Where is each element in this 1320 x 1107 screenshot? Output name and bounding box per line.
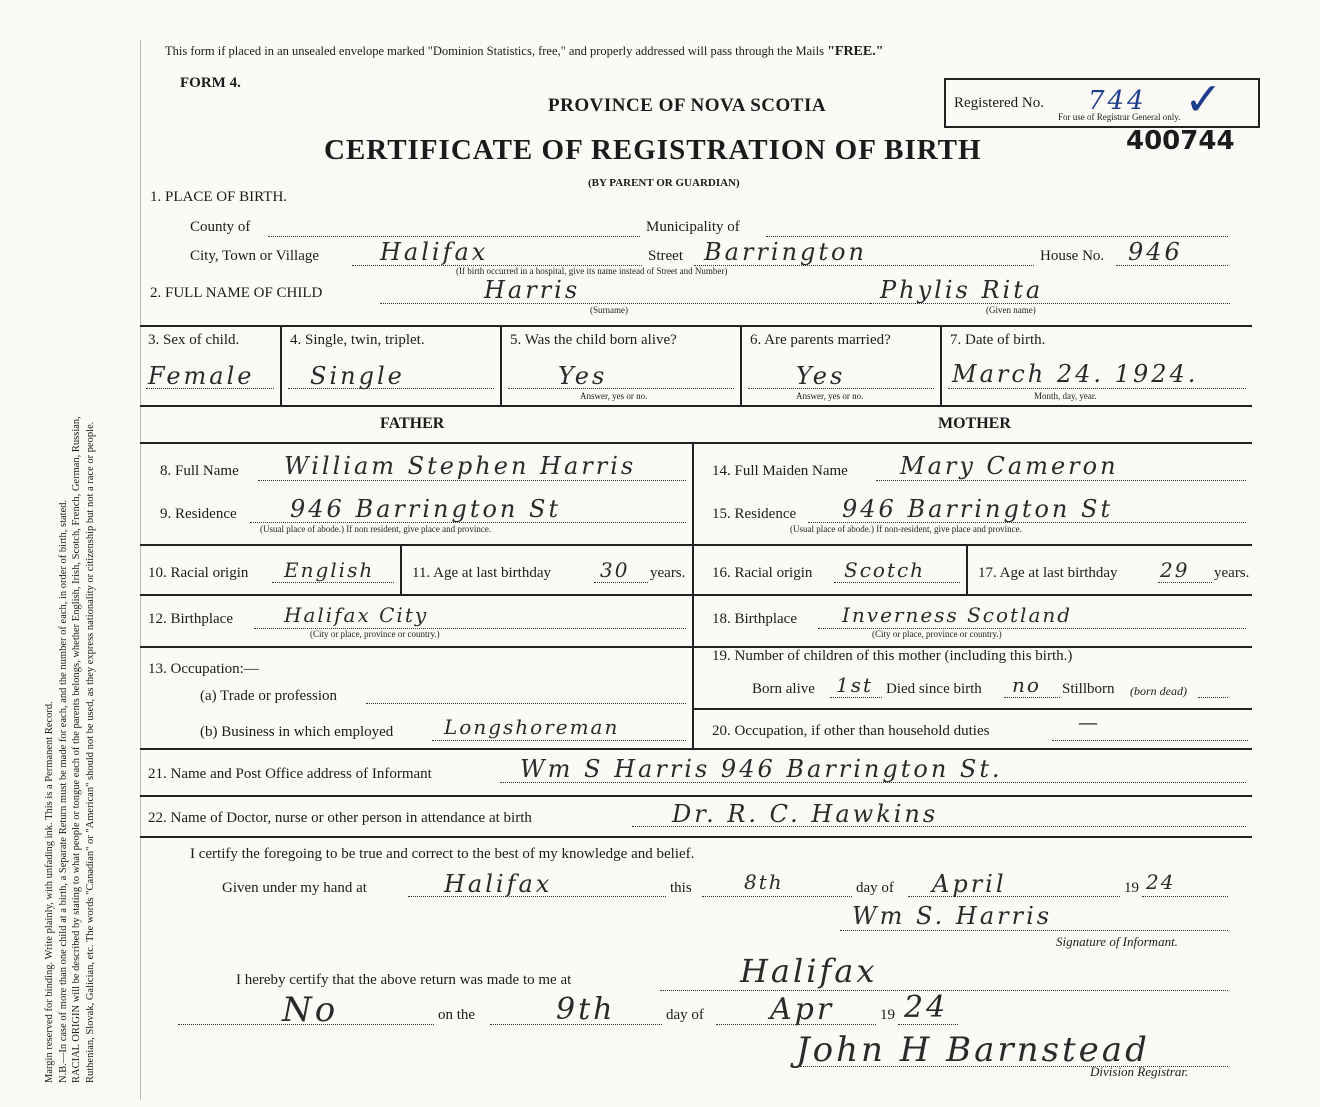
certify-day-of-label: day of xyxy=(856,880,894,896)
divider-col-1 xyxy=(280,325,282,405)
city-label: City, Town or Village xyxy=(190,248,320,264)
certify-year-line xyxy=(1142,896,1228,897)
divider-father-racial xyxy=(400,544,402,594)
children-label: 19. Number of children of this mother (including this birth.) xyxy=(712,648,1073,664)
house-line xyxy=(1116,265,1228,266)
margin-line-2: N.B.—In case of more than one child at a birth, a Separate Return must be made for each, and the number of each, in order of birth, stated. xyxy=(57,499,69,1083)
sex-value: Female xyxy=(148,362,255,390)
alive-caption: Answer, yes or no. xyxy=(580,391,648,401)
father-racial-line xyxy=(272,582,394,583)
divider-doctor-bottom xyxy=(140,836,1252,838)
divider-parents-top xyxy=(140,442,1252,444)
informant-line xyxy=(500,782,1246,783)
street-label: Street xyxy=(648,248,683,264)
county-line xyxy=(268,236,640,237)
divider-mother-racial xyxy=(966,544,968,594)
dob-line xyxy=(948,388,1246,389)
father-birthplace-value: Halifax City xyxy=(284,603,429,627)
child-surname-line xyxy=(380,303,870,304)
alive-value: Yes xyxy=(558,362,608,390)
business-label: (b) Business in which employed xyxy=(200,724,394,740)
alive-line xyxy=(508,388,734,389)
informant-label: 21. Name and Post Office address of Informant xyxy=(148,766,432,782)
registrar-place-value: Halifax xyxy=(740,952,878,990)
father-name-label: 8. Full Name xyxy=(160,463,239,479)
born-alive-label: Born alive xyxy=(752,681,815,697)
father-name-value: William Stephen Harris xyxy=(284,452,637,480)
child-given-line xyxy=(870,303,1230,304)
father-residence-label: 9. Residence xyxy=(160,506,237,522)
informant-signature-caption: Signature of Informant. xyxy=(1056,934,1178,949)
divider-col-4 xyxy=(940,325,942,405)
divider-mother-2 xyxy=(692,594,1252,596)
mother-name-line xyxy=(876,480,1246,481)
informant-value: Wm S Harris 946 Barrington St. xyxy=(520,755,1003,783)
father-racial-value: English xyxy=(284,558,375,582)
registrar-day-of-label: day of xyxy=(666,1007,704,1023)
mother-age-years: years. xyxy=(1214,565,1250,581)
business-line xyxy=(432,740,686,741)
certify-month-value: April xyxy=(932,870,1007,898)
occupation-label: 13. Occupation:— xyxy=(148,661,259,677)
divider-details-top xyxy=(140,325,1252,327)
married-label: 6. Are parents married? xyxy=(750,332,891,348)
registrar-caption: Division Registrar. xyxy=(1090,1064,1189,1079)
trade-line xyxy=(366,703,686,704)
given-place-value: Halifax xyxy=(444,870,553,898)
stamp-number: 400744 xyxy=(1126,126,1235,156)
sex-label: 3. Sex of child. xyxy=(148,332,240,348)
mother-racial-label: 16. Racial origin xyxy=(712,565,813,581)
street-value: Barrington xyxy=(704,238,867,266)
doctor-line xyxy=(632,826,1246,827)
father-residence-caption: (Usual place of abode.) If non resident, give place and province. xyxy=(260,524,492,534)
mother-residence-label: 15. Residence xyxy=(712,506,797,522)
stillborn-caption: (born dead) xyxy=(1130,684,1187,698)
place-heading: 1. PLACE OF BIRTH. xyxy=(150,189,288,205)
postal-notice xyxy=(165,44,884,60)
mother-age-line xyxy=(1158,582,1212,583)
father-age-years: years. xyxy=(650,565,686,581)
certificate-title: CERTIFICATE OF REGISTRATION OF BIRTH xyxy=(324,134,982,166)
father-age-line xyxy=(594,582,648,583)
child-given-name: Phylis Rita xyxy=(880,276,1044,304)
divider-col-2 xyxy=(500,325,502,405)
on-the-label: on the xyxy=(438,1007,476,1023)
this-label: this xyxy=(670,880,692,896)
business-value: Longshoreman xyxy=(444,715,620,739)
registrar-year-prefix: 19 xyxy=(880,1007,895,1023)
registrar-number-value: No xyxy=(282,990,339,1030)
mother-residence-line xyxy=(808,522,1246,523)
divider-mother-4 xyxy=(692,708,1252,710)
sex-line xyxy=(146,388,274,389)
mother-occupation-label: 20. Occupation, if other than household duties xyxy=(712,723,990,739)
house-label: House No. xyxy=(1040,248,1105,264)
alive-label: 5. Was the child born alive? xyxy=(510,332,677,348)
dob-value: March 24. 1924. xyxy=(952,360,1199,388)
street-line xyxy=(694,265,1034,266)
divider-informant-top xyxy=(140,748,1252,750)
divider-father-3 xyxy=(140,646,692,648)
father-racial-label: 10. Racial origin xyxy=(148,565,249,581)
registrar-year-line xyxy=(898,1024,958,1025)
mother-occupation-line xyxy=(1052,740,1248,741)
dob-label: 7. Date of birth. xyxy=(950,332,1046,348)
registered-label: Registered No. xyxy=(954,95,1044,111)
divider-details-bottom xyxy=(140,405,1252,407)
house-value: 946 xyxy=(1128,238,1183,266)
divider-father-2 xyxy=(140,594,692,596)
postal-notice-text: This form if placed in an unsealed envelope marked "Dominion Statistics, free," and properly addressed will pass through the Mails xyxy=(165,44,828,58)
father-age-label: 11. Age at last birthday xyxy=(412,565,551,581)
mother-age-value: 29 xyxy=(1160,558,1190,582)
municipality-line xyxy=(766,236,1228,237)
registrar-year-value: 24 xyxy=(904,990,949,1025)
father-name-line xyxy=(258,480,686,481)
mother-residence-value: 946 Barrington St xyxy=(842,495,1114,523)
born-alive-value: 1st xyxy=(836,673,874,697)
married-caption: Answer, yes or no. xyxy=(796,391,864,401)
divider-col-3 xyxy=(740,325,742,405)
registrar-note: For use of Registrar General only. xyxy=(1058,112,1181,122)
certify-statement: I certify the foregoing to be true and correct to the best of my knowledge and belief. xyxy=(190,846,695,862)
stillborn-line xyxy=(1198,697,1228,698)
county-label: County of xyxy=(190,219,251,235)
mother-name-value: Mary Cameron xyxy=(900,452,1119,480)
mother-age-label: 17. Age at last birthday xyxy=(978,565,1118,581)
surname-caption: (Surname) xyxy=(590,305,628,315)
father-birthplace-label: 12. Birthplace xyxy=(148,611,233,627)
mother-birthplace-caption: (City or place, province or country.) xyxy=(872,629,1002,639)
dob-caption: Month, day, year. xyxy=(1034,391,1097,401)
born-alive-line xyxy=(830,697,882,698)
mother-birthplace-label: 18. Birthplace xyxy=(712,611,797,627)
informant-signature: Wm S. Harris xyxy=(852,902,1053,930)
child-name-label: 2. FULL NAME OF CHILD xyxy=(150,285,323,301)
margin-rule xyxy=(140,40,141,1100)
died-line xyxy=(1004,697,1060,698)
registrar-month-line xyxy=(716,1024,876,1025)
margin-instructions xyxy=(43,23,97,1083)
form-number: FORM 4. xyxy=(180,75,241,91)
certify-day-line xyxy=(702,896,852,897)
father-residence-line xyxy=(250,522,686,523)
doctor-value: Dr. R. C. Hawkins xyxy=(672,800,939,828)
given-place-line xyxy=(408,896,666,897)
certify-year-prefix: 19 xyxy=(1124,880,1139,896)
margin-line-4: Ruthenian, Slovak, Galician, etc. The words "Canadian" or "American" should not be used, as they express nationality or citizenship but not a race or people. xyxy=(84,421,96,1083)
certify-year-value: 24 xyxy=(1146,870,1176,894)
father-age-value: 30 xyxy=(600,558,630,582)
binding-margin xyxy=(0,0,140,1107)
certify-month-line xyxy=(908,896,1120,897)
registrar-signature: John H Barnstead xyxy=(796,1030,1150,1070)
certify-day-value: 8th xyxy=(744,870,784,894)
child-surname: Harris xyxy=(484,276,581,304)
hospital-note: (If birth occurred in a hospital, give its name instead of Street and Number) xyxy=(456,266,728,276)
province-title: PROVINCE OF NOVA SCOTIA xyxy=(548,95,827,116)
given-caption: (Given name) xyxy=(986,305,1036,315)
margin-line-1: Margin reserved for binding. Write plainly, with unfading ink. This is a Permanent Record. xyxy=(44,701,55,1083)
divider-doctor-top xyxy=(140,795,1252,797)
married-value: Yes xyxy=(796,362,846,390)
given-under-label: Given under my hand at xyxy=(222,880,367,896)
registrar-statement: I hereby certify that the above return was made to me at xyxy=(236,972,572,988)
doctor-label: 22. Name of Doctor, nurse or other person in attendance at birth xyxy=(148,810,532,826)
municipality-label: Municipality of xyxy=(646,219,740,235)
died-value: no xyxy=(1012,673,1041,697)
father-residence-value: 946 Barrington St xyxy=(290,495,562,523)
mother-residence-caption: (Usual place of abode.) If non-resident, give place and province. xyxy=(790,524,1022,534)
registrar-number-line xyxy=(178,1024,434,1025)
father-heading: FATHER xyxy=(380,415,445,432)
certificate-subtitle: (BY PARENT OR GUARDIAN) xyxy=(588,177,740,189)
trade-label: (a) Trade or profession xyxy=(200,688,338,704)
margin-line-3: RACIAL ORIGIN will be described by stating to what people or tongue each of the parents belongs, whether English, Irish, Scotch, French, German, Russian, xyxy=(71,416,82,1083)
divider-mother-1 xyxy=(692,544,1252,546)
single-value: Single xyxy=(310,362,405,390)
single-line xyxy=(288,388,494,389)
registrar-day-value: 9th xyxy=(556,992,616,1027)
city-value: Halifax xyxy=(380,238,489,266)
informant-signature-line xyxy=(840,930,1228,931)
married-line xyxy=(748,388,934,389)
postal-notice-free: "FREE." xyxy=(827,44,884,59)
mother-racial-line xyxy=(834,582,960,583)
mother-occupation-value: — xyxy=(1078,710,1100,734)
mother-heading: MOTHER xyxy=(938,415,1011,432)
check-mark-icon: ✓ xyxy=(1184,72,1223,126)
died-label: Died since birth xyxy=(886,681,982,697)
mother-birthplace-value: Inverness Scotland xyxy=(842,603,1073,627)
stillborn-label: Stillborn xyxy=(1062,681,1115,697)
mother-racial-value: Scotch xyxy=(844,558,926,582)
registrar-month-value: Apr xyxy=(770,992,835,1027)
father-birthplace-caption: (City or place, province or country.) xyxy=(310,629,440,639)
divider-father-1 xyxy=(140,544,692,546)
registrar-day-line xyxy=(490,1024,662,1025)
mother-name-label: 14. Full Maiden Name xyxy=(712,463,848,479)
registered-number: 744 xyxy=(1088,86,1147,116)
single-label: 4. Single, twin, triplet. xyxy=(290,332,425,348)
